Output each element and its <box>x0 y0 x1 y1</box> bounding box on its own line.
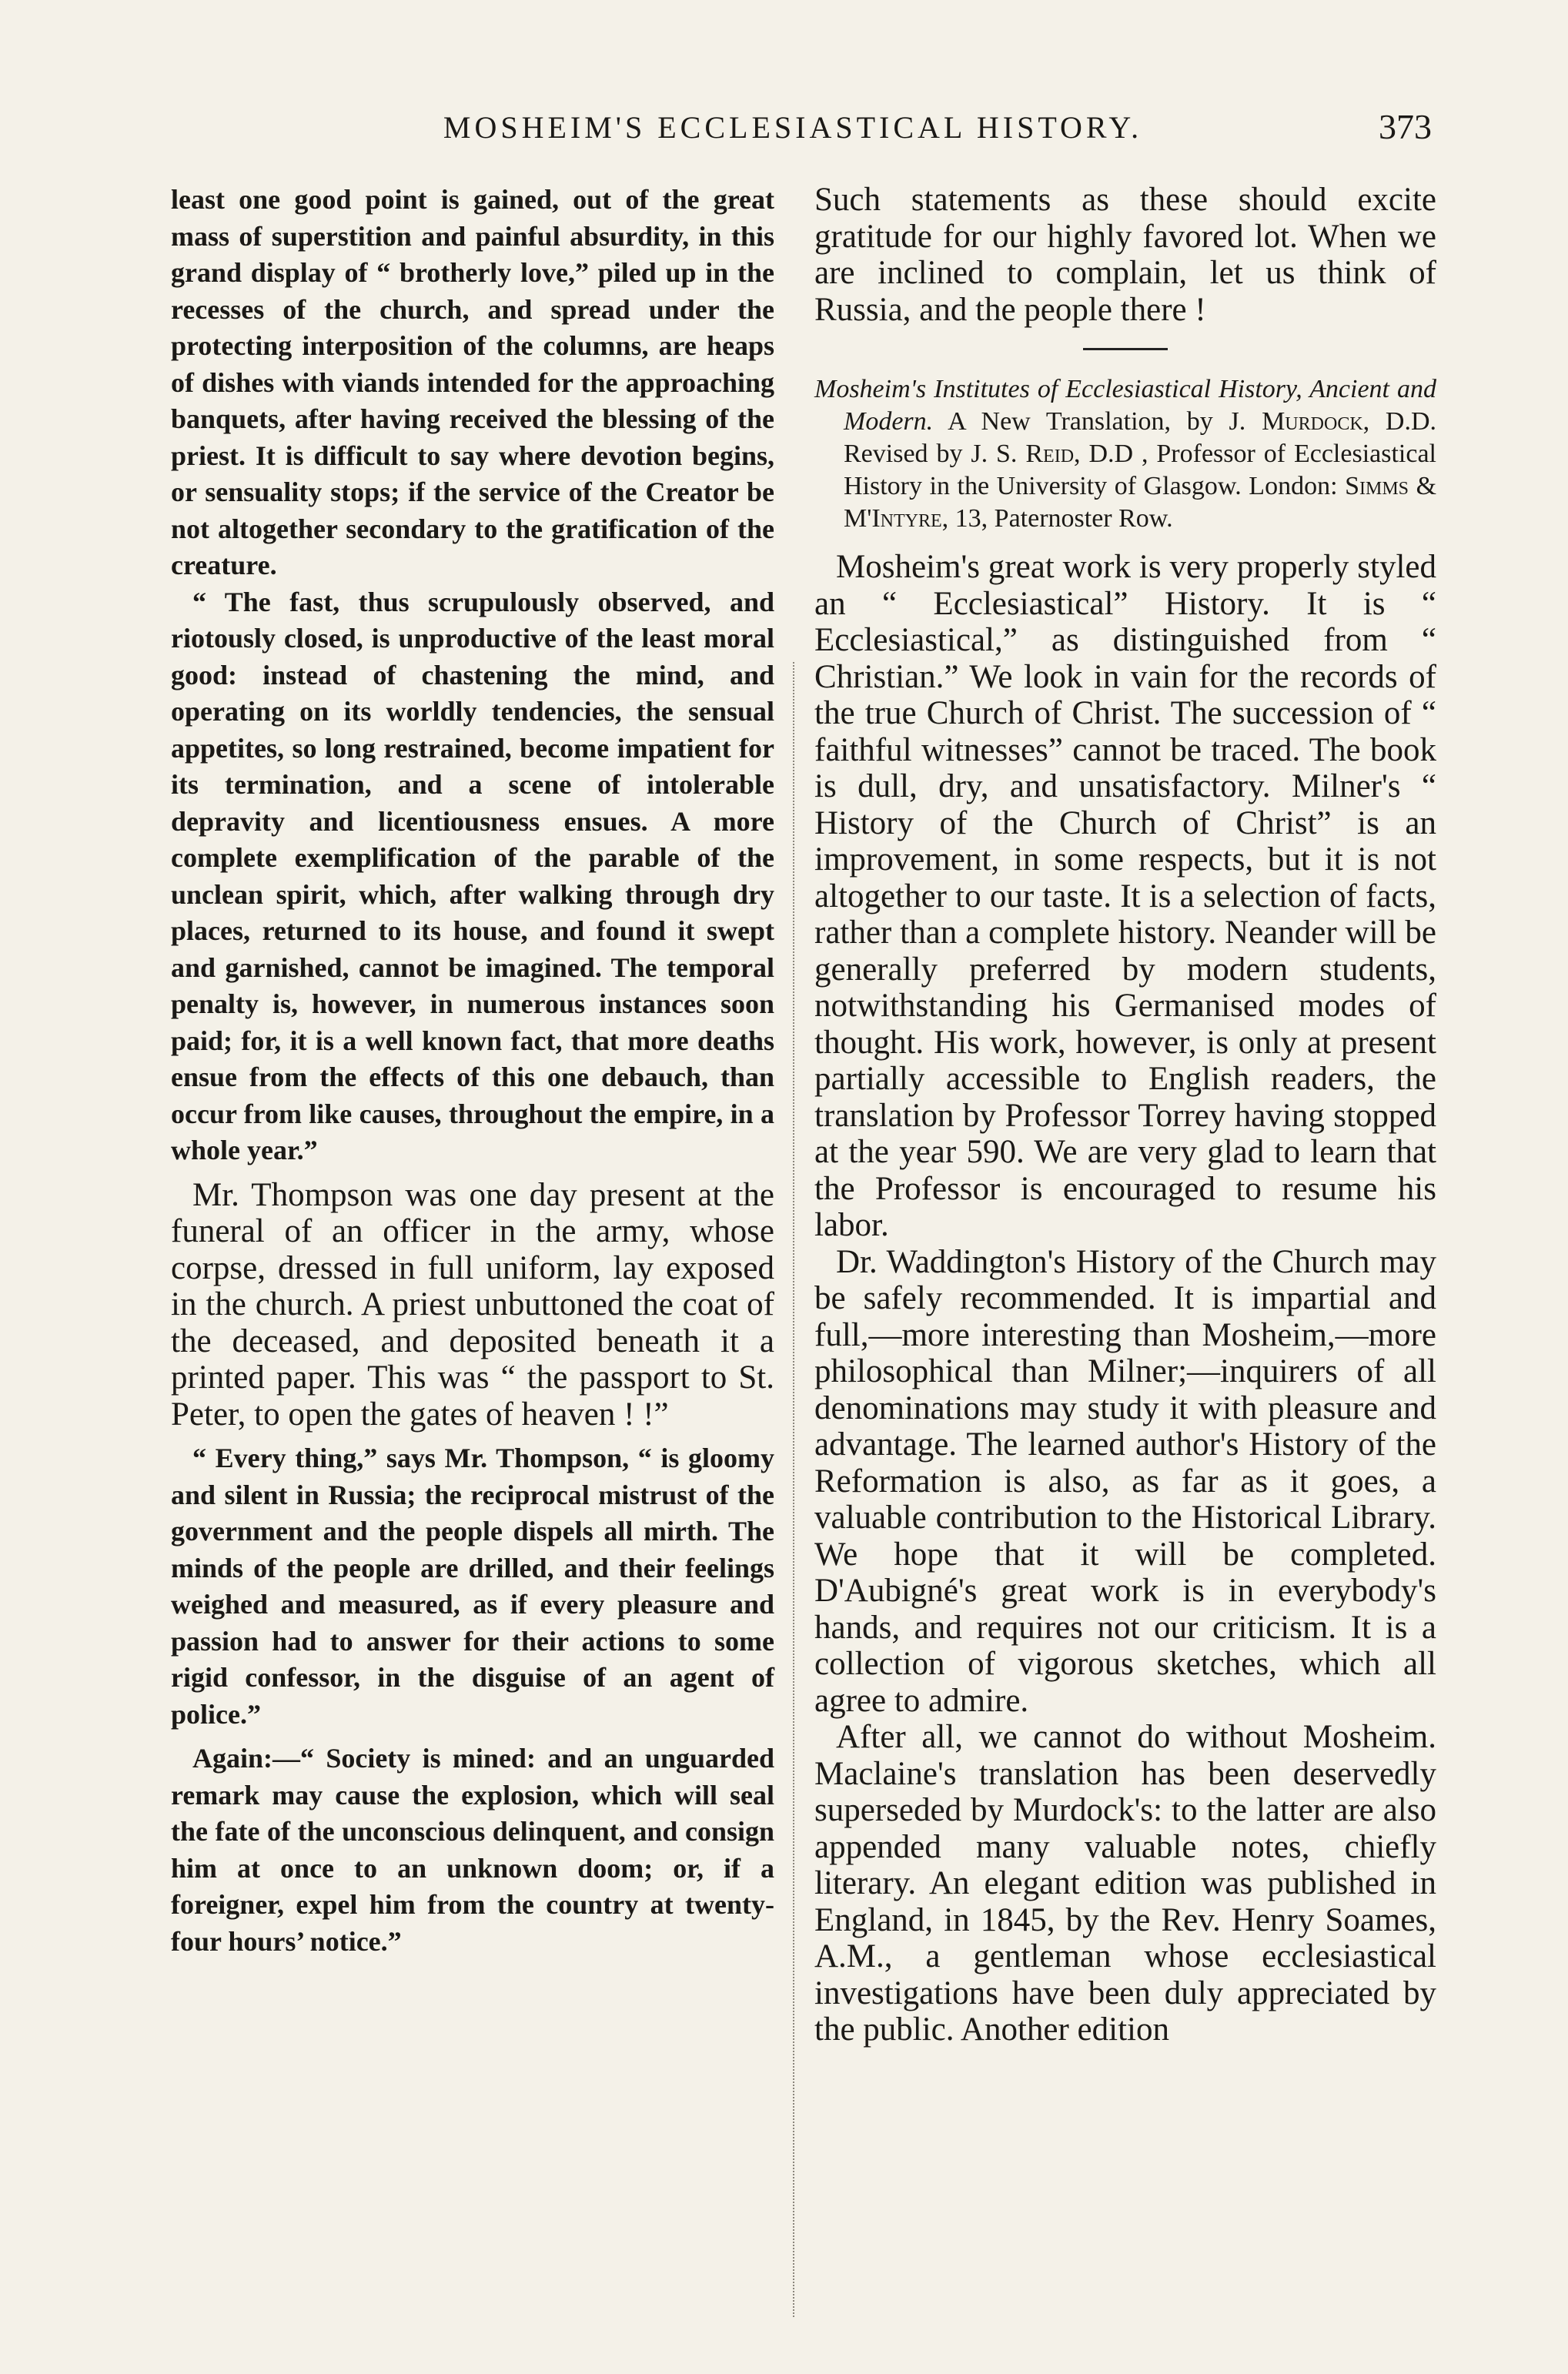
paragraph-right-1: Such statements as these should excite gratitude for our highly favored lot. When we are inclined to complain, let us think of Russia, and the people there ! <box>814 182 1436 328</box>
right-column <box>814 182 1436 2048</box>
page-number: 373 <box>1379 107 1432 146</box>
paragraph-left-2: “ The fast, thus scrupulously observed, and riotously closed, is unproductive of the least moral good: instead of chastening the mind, and operating on its worldly tendencies, the sensual appetites, so long restrained, become impatient for its termination, and a scene of intolerable depravity and licentiousness ensues. A more complete exemplification of the parable of the unclean spirit, which, after walking through dry places, returned to its house, and found it swept and garnished, cannot be imagined. The temporal penalty is, however, in numerous instances soon paid; for, it is a well known fact, that more deaths ensue from the effects of this one debauch, than occur from like causes, throughout the empire, in a whole year.” <box>171 586 774 1165</box>
review-reviser: Reid <box>1025 440 1075 468</box>
paragraph-left-4: “ Every thing,” says Mr. Thompson, “ is gloomy and silent in Russia; the reciprocal mistrust of the government and the people dispels all mirth. The minds of the people are drilled, and their feelings weighed and measured, as if every pleasure and passion had to answer for their actions to some rigid confessor, in the disguise of an agent of police.” <box>171 1443 774 1730</box>
review-translation: A New Translation, by J. <box>948 407 1246 436</box>
review-title: Mosheim's Institutes of Ecclesiastical History, Ancient and Modern. <box>814 375 1436 436</box>
left-column <box>171 182 774 1960</box>
paragraph-right-2: Mosheim's great work is very properly styled an “ Ecclesiastical” History. It is “ Ecclesiastical,” as distinguished from “ Christian.” We look in vain for the records of the true Church of Christ. The succession of “ faithful witnesses” cannot be traced. The book is dull, dry, and unsatisfactory. Milner's “ History of the Church of Christ” is an improvement, in some respects, but it is not altogether to our taste. It is a selection of facts, rather than a complete history. Neander will be generally preferred by modern students, notwithstanding his Germanised modes of thought. His work, however, is only at present partially accessible to English readers, the translation by Professor Torrey having stopped at the year 590. We are very glad to learn that the Professor is encouraged to resume his labor. <box>814 549 1436 1243</box>
review-heading <box>814 373 1436 535</box>
paragraph-left-3: Mr. Thompson was one day present at the funeral of an officer in the army, whose corpse, dressed in full uniform, lay exposed in the church. A priest unbuttoned the coat of the deceased, and deposited beneath it a printed paper. This was “ the passport to St. Peter, to open the gates of heaven ! !” <box>171 1176 774 1433</box>
section-rule <box>1083 348 1168 350</box>
paragraph-left-1: least one good point is gained, out of the great mass of superstition and painful absurdity, in this grand display of “ brotherly love,” piled up in the recesses of the church, and spread under the protecting interposition of the columns, are heaps of dishes with viands intended for the approaching banquets, after having received the blessing of the priest. It is difficult to say where devotion begins, or sensuality stops; if the service of the Creator be not altogether secondary to the gratification of the creature. <box>171 184 774 580</box>
paragraph-right-3: Dr. Waddington's History of the Church may be safely recommended. It is impartial and full,—more interesting than Mosheim,—more philosophical than Milner;—inquirers of all denominations may study it with pleasure and advantage. The learned author's History of the Reformation is also, as far as it goes, a valuable contribution to the Historical Library. We hope that it will be completed. D'Aubigné's great work is in everybody's hands, and requires not our criticism. It is a collection of vigorous sketches, which all agree to admire. <box>814 1243 1436 1719</box>
review-address: , 13, Paternoster Row. <box>941 504 1173 533</box>
running-title: MOSHEIM'S ECCLESIASTICAL HISTORY. <box>443 110 1143 145</box>
paragraph-right-4: After all, we cannot do without Mosheim. Maclaine's translation has been deservedly superseded by Murdock's: to the latter are also appended many valuable notes, chiefly literary. An elegant edition was published in England, in 1845, by the Rev. Henry Soames, A.M., a gentleman whose ecclesiastical investigations have been duly appreciated by the public. Another edition <box>814 1719 1436 2048</box>
review-revised: , D.D. Revised by J. S. <box>844 407 1437 468</box>
review-translator: Murdock <box>1262 407 1363 436</box>
column-divider <box>793 662 794 2317</box>
paragraph-left-5: Again:—“ Society is mined: and an unguarded remark may cause the explosion, which will seal the fate of the unconscious delinquent, and consign him at once to an unknown doom; or, if a foreigner, expel him from the country at twenty-four hours’ notice.” <box>171 1743 774 1957</box>
page-header <box>154 109 1432 155</box>
review-publisher: Simms & M'Intyre <box>844 472 1437 533</box>
review-professor: , D.D , Professor of Ecclesiastical History in the University of Glasgow. London: <box>844 440 1436 500</box>
